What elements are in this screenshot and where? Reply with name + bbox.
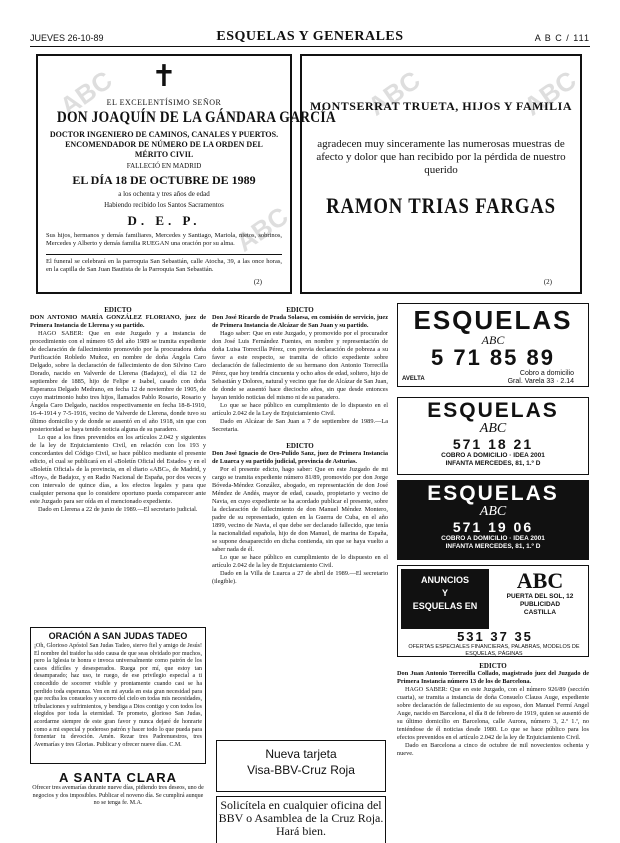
edicto-heading: EDICTO [286, 442, 314, 450]
obituary-date: EL DÍA 18 DE OCTUBRE DE 1989 [72, 173, 256, 187]
ad-info: INFANTA MERCEDES, 81, 1.º D [445, 543, 541, 550]
ad-line: PUBLICIDAD [519, 601, 561, 608]
edicto-llerena [30, 306, 206, 514]
ad-agency: AVELTA [402, 376, 425, 382]
obituary-name: RAMON TRIAS FARGAS [326, 193, 556, 218]
edicto-paragraph: Lo que se hace público en cumplimiento de lo dispuesto en el artículo 2.042 de la ley de Enjuiciamiento Civil. [212, 554, 388, 569]
ad-info: Cobro a domicilio [519, 370, 574, 377]
ad-line: Y [441, 588, 448, 598]
edicto-paragraph: Dado en la Villa de Luarca a 27 de abril de 1989.—El secretario (ilegible). [212, 570, 388, 585]
edicto-column-2 [212, 306, 388, 586]
obituary-family-header: MONTSERRAT TRUETA, HIJOS Y FAMILIA [309, 99, 573, 113]
ad-info: COBRO A DOMICILIO · IDEA 2001 [441, 535, 545, 542]
edicto-paragraph: Dado en Barcelona a cinco de octubre de mil novecientos ochenta y nueve. [397, 742, 589, 757]
ad-line: CASTILLA [523, 609, 557, 616]
ad-esquelas-3 [397, 480, 589, 560]
page-number: A B C / 111 [534, 33, 590, 43]
ad-title: ESQUELAS [427, 482, 559, 505]
obituary-name: DON JOAQUÍN DE LA GÁNDARA GARCÍA [56, 109, 336, 126]
ad-anuncios-left [401, 569, 489, 629]
ad-esquelas-1 [397, 303, 589, 387]
ad-phone: 5 71 85 89 [431, 345, 555, 370]
edicto-paragraph: Lo que se hace público en cumplimiento de lo dispuesto en el artículo 2.042 de la Ley de Enjuiciamiento Civil. [212, 402, 388, 417]
edicto-paragraph: Dado en Llerena a 22 de junio de 1989.—El secretario judicial. [38, 506, 198, 513]
obituary-code: (2) [543, 278, 552, 286]
obituary-age: a los ochenta y tres años de edad [118, 190, 210, 198]
obituary-thanks: agradecen muy sinceramente las numerosas muestras de afecto y dolor que han recibido por la pérdida de nuestro querido [316, 138, 566, 176]
ad-footer: OFERTAS ESPECIALES FINANCIERAS, PALABRAS, MODELOS DE ESQUELAS, PÁGINAS [408, 644, 580, 657]
ad-phone: 531 37 35 [457, 629, 533, 644]
prayer-title: A SANTA CLARA [59, 770, 177, 785]
ad-line: ESQUELAS EN [412, 601, 478, 611]
obituary-sacraments: Habiendo recibido los Santos Sacramentos [104, 201, 224, 209]
ad-title: ESQUELAS [427, 399, 559, 422]
ad-line: PUERTA DEL SOL, 12 [506, 593, 574, 600]
abc-logo: ABC [516, 568, 564, 593]
ad-line: Visa-BBV-Cruz Roja [247, 763, 355, 777]
edicto-paragraph: Hago saber: Que en este Juzgado, y promovido por el procurador don José Luis Fernández Fuentes, en nombre y representación de doña Luisa Torrecilla Pérez, con previa declaración de pobreza a su favor a este respecto, se tramita de oficio expediente sobre declaración de fallecimiento de su hermano don Antonio Torrecilla Pérez, que hoy tendría cincuenta y ocho años de edad, soltero, hijo de Sebastián y Dolores, natural y vecino que fue de Alcázar de San Juan, de donde se ausentó hace dieciocho años, sin que desde entonces hayan tenido noticias del mismo ni de su paradero. [212, 330, 388, 401]
prayer-title: ORACIÓN A SAN JUDAS TADEO [48, 631, 188, 641]
ad-brand: ABC [479, 504, 507, 519]
prayer-text: ¡Oh, Glorioso Apóstol San Judas Tadeo, siervo fiel y amigo de Jesús! El nombre del traidor ha sido causa de que seas olvidado por muchos, pero la Iglesia te honra e invoca universalmente como patrón de los casos difíciles y desesperados. Ruega por mí, que estoy tan desamparado; haz uso, te ruego, de ese privilegio especial a ti concedido de socorrer visible y prontamente cuando casi se ha perdido toda esperanza. Ven en mi ayuda en esta gran necesidad para que reciba los consuelos y socorro del cielo en todas mis necesidades, tribulaciones y sufrimientos, y bendiga a Dios contigo y con todos los elegidos por toda la eternidad. Te prometo, glorioso San Judas, acordarme siempre de este gran favor y nunca dejaré de honrarte como a mi especial y poderoso patrón y hacer todo lo que pueda para fomentar tu devoción. Amén. Rezar tres Padrenuestros, tres Avemarías y tres Glorias. Publicar y ofrecer nueve días. C.M. [34, 643, 202, 748]
issue-date: JUEVES 26-10-89 [30, 33, 104, 43]
obituary-note: El funeral se celebrará en la parroquia San Sebastián, calle Atocha, 39, a las once horas, en la capilla de San Juan Bautista de la Parroquia San Sebastián. [46, 254, 282, 274]
prayer-text: Ofrecer tres avemarías durante nueve días, pidiendo tres deseos, uno de negocios y dos imposibles. Publicar el noveno día. Se cumplirá aunque no se tenga fe. M.A. [32, 785, 204, 807]
edicto-paragraph: Lo que a los fines prevenidos en los artículos 2.042 y siguientes de la ley de Enjuiciamiento Civil, en relación con los 193 y concordantes del Código Civil, se hace público mediante el presente edicto, el cual se publicará en el «Boletín Oficial del Estado» y en el «Boletín Oficial» de la provincia, en el diario «ABC», de Madrid, y «Hoy», de Badajoz, y en Radio Nacional de España, por dos veces y con intervalo de quince días, a los efectos legales y para que cualquier persona que lo considere oportuno pueda comparecer ante este Juzgado para ser oída en el mencionado expediente. [30, 434, 206, 505]
cross-icon: ✝ [151, 60, 177, 93]
ad-line: Nueva tarjeta [265, 747, 337, 761]
ad-esquelas-2 [397, 397, 589, 475]
ad-info: INFANTA MERCEDES, 81, 1.º D [445, 460, 541, 467]
ad-brand: ABC [479, 421, 507, 436]
ad-solicitela [216, 796, 386, 843]
ad-brand: ABC [481, 333, 505, 347]
obituary-rip: D. E. P. [127, 213, 201, 228]
ad-phone: 571 19 06 [452, 519, 534, 535]
header-rule [30, 46, 590, 47]
edicto-judge: Don José Ignacio de Oro-Pulido Sanz, juez de Primera Instancia de Luarca y su partido judicial, provincia de Asturias. [212, 450, 388, 465]
ad-anuncios [397, 565, 589, 657]
edicto-paragraph: HAGO SABER: Que en este Juzgado, con el número 926/89 (sección cuarta), se tramita a instancia de doña Consuelo Clauss Auge, expediente sobre declaración de fallecimiento de su esposo, don Manuel Fermí Angel Auge, nacido en Barcelona, el día 8 de febrero de 1919, quien se ausentó de su último domicilio en Barcelona, calle Aurora, número 3, 2.º 1.ª, no teniéndose de él noticias desde 1980. Lo que se hace público para los efectos prevenidos en el artículo 2.042 de la ley de Enjuiciamiento Civil. [397, 686, 589, 741]
edicto-heading: EDICTO [104, 306, 132, 314]
edicto-heading: EDICTO [286, 306, 314, 314]
watermark: ABC [362, 64, 426, 122]
obituary-gandara [36, 54, 336, 294]
ad-tarjeta-visa [216, 740, 386, 792]
edicto-judge: DON ANTONIO MARÍA GONZÁLEZ FLORIANO, juez de Primera Instancia de Llerena y su partido. [30, 314, 206, 329]
ad-title: ESQUELAS [413, 305, 573, 335]
obituary-code: (2) [253, 278, 262, 286]
obituary-died: FALLECIÓ EN MADRID [126, 162, 202, 170]
prayer-san-judas [30, 627, 206, 764]
section-title: ESQUELAS Y GENERALES [216, 29, 404, 44]
ad-text: Solicítela en cualquier oficina del BBV o Asamblea de la Cruz Roja. Hará bien. [218, 798, 384, 838]
obituary-intro: EL EXCELENTÍSIMO SEÑOR [106, 98, 222, 107]
ad-anuncios-right [494, 569, 586, 629]
edicto-barcelona [397, 662, 589, 758]
prayer-santa-clara [30, 770, 206, 808]
watermark: ABC [54, 64, 118, 122]
watermark: ABC [230, 200, 294, 258]
obituary-trias-fargas [300, 54, 582, 294]
edicto-paragraph: Dado en Alcázar de San Juan a 7 de septiembre de 1989.—La Secretaria. [212, 418, 388, 433]
obituary-title: DOCTOR INGENIERO DE CAMINOS, CANALES Y PUERTOS. ENCOMENDADOR DE NÚMERO DE LA ORDEN DEL MÉRITO CIVIL [49, 130, 279, 159]
edicto-paragraph: HAGO SABER: Que en este Juzgado y a instancia de procedimiento con el número 65 del año 1989 se tramita expediente de declaración de fallecimiento promovido por la procuradora doña Purificación Robledo Muñoz, en nombre de doña Ángela Caro Delgado, sobre la declaración de fallecimiento de don Silvino Caro Dorado, nacido en Valverde de Llerena (Badajoz), el día 12 de septiembre de 1885, hijo de Felipe e Isabel, casado con doña Esperanza Delgado Medrano, en fecha 12 de noviembre de 1905, de cuyo matrimonio hubo tres hijos, llamados Pablo Rosario, Rosario y Ángela Caro Delgado, nacidos respectivamente en fecha 18-8-1910, 16-4-1914 y 7-5-1916, vecino de Valverde de Llerena, donde tuvo su último domicilio y de donde se ausentó en el año 1918, sin que con posterioridad se haya tenido noticia alguna de su paradero. [30, 330, 206, 433]
ad-line: ANUNCIOS [420, 575, 469, 585]
obituary-family: Sus hijos, hermanos y demás familiares, Mercedes y Santiago, Mariola, nietos, sobrinos, Mercedes y Alberto y demás familia RUEGAN una oración por su alma. [46, 232, 282, 247]
edicto-judge: Don José Ricardo de Prada Solaesa, en comisión de servicio, juez de Primera Instancia de Alcázar de San Juan y su partido. [212, 314, 388, 329]
edicto-heading: EDICTO [479, 662, 507, 670]
ad-info: COBRO A DOMICILIO · IDEA 2001 [441, 452, 545, 459]
edicto-judge: Don Juan Antonio Torrecilla Collado, magistrado juez del Juzgado de Primera Instancia número 13 de los de Barcelona. [397, 670, 589, 685]
edicto-paragraph: Por el presente edicto, hago saber: Que en este Juzgado de mi cargo se tramita expediente número 81/89, promovido por don Jorge Bóveda-Méndez González, abogado, en representación de don José Méndez de Andés, mayor de edad, casado, propietario y vecino de Navia, en cuyo expediente se ha acordado publicar el presente, sobre la declaración de fallecimiento de don Manuel Méndez Montero, padre de su representado, quien en la Guerra de Cuba, en el año 1899, vecino de Navia, el que debe ser declarado fallecido, que tenía la nacionalidad española, hijo de don Manuel, de marina de España, se supone desaparecido en dicha contienda, sin que se haya vuelto a saber nada de él. [212, 466, 388, 553]
watermark: ABC [518, 64, 582, 122]
ad-info: Gral. Varela 33 · 2.14 [507, 378, 574, 385]
ad-phone: 571 18 21 [452, 436, 534, 452]
page-header [0, 0, 620, 50]
